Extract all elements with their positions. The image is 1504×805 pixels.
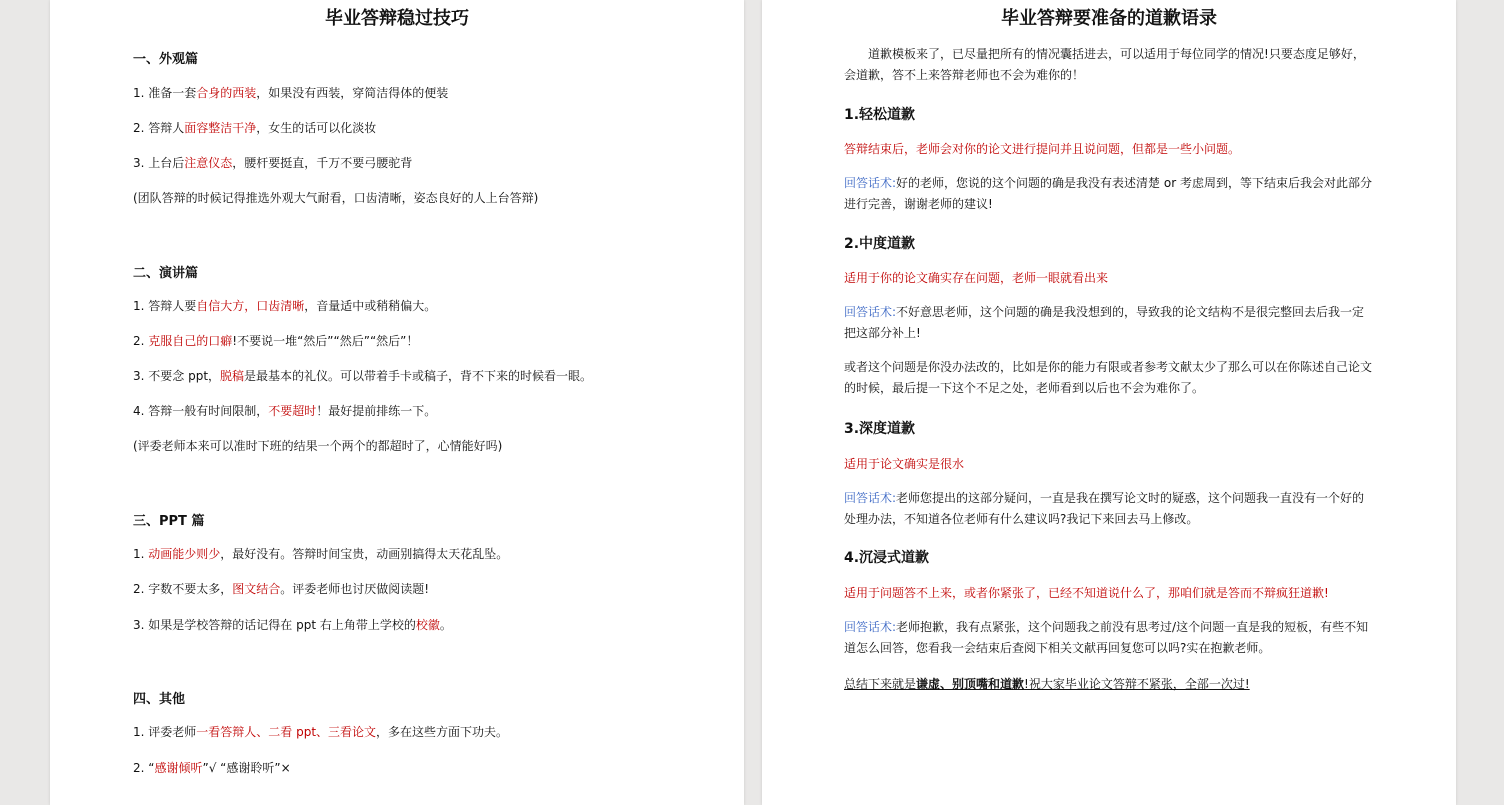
section-heading-medium-apology: 2.中度道歉 — [844, 236, 916, 252]
answer-label: 回答话术: — [844, 620, 897, 634]
intro-paragraph: 道歉模板来了，已尽量把所有的情况囊括进去，可以适用于每位同学的情况!只要态度足够好，会道歉，答不上来答辩老师也不会为难你的！ — [844, 47, 1365, 82]
answer-paragraph: 回答话术:老师抱歉，我有点紧张，这个问题我之前没有思考过/这个问题一直是我的短板，有些不知道怎么回答，您看我一会结束后查阅下相关文献再回复您可以吗?实在抱歉老师。 — [844, 620, 1369, 655]
document-page-right — [762, 0, 1456, 805]
answer-paragraph: 回答话术:老师您提出的这部分疑问，一直是我在撰写论文时的疑惑，这个问题我一直没有一个好的处理办法，不知道各位老师有什么建议吗?我记下来回去马上修改。 — [844, 491, 1365, 526]
section-heading-speech: 二、演讲篇 — [133, 266, 199, 281]
list-item: 1. 准备一套合身的西装，如果没有西装，穿简洁得体的便装 — [133, 86, 449, 100]
list-item: 4. 答辩一般有时间限制，不要超时！最好提前排练一下。 — [133, 404, 437, 418]
answer-label: 回答话术: — [844, 491, 897, 505]
page-title: 毕业答辩稳过技巧 — [325, 8, 469, 29]
condition-text: 答辩结束后，老师会对你的论文进行提问并且说问题，但都是一些小问题。 — [844, 142, 1241, 156]
list-item: 2. 字数不要太多，图文结合。评委老师也讨厌做阅读题! — [133, 582, 430, 596]
list-item: 2. 答辩人面容整洁干净，女生的话可以化淡妆 — [133, 121, 377, 135]
section-heading-immersive-apology: 4.沉浸式道歉 — [844, 550, 930, 566]
list-item: 1. 评委老师一看答辩人、二看 ppt、三看论文，多在这些方面下功夫。 — [133, 725, 509, 739]
list-item: 2. “感谢倾听”√ “感谢聆听”× — [133, 761, 291, 775]
condition-text: 适用于你的论文确实存在问题，老师一眼就看出来 — [844, 271, 1109, 285]
answer-label: 回答话术: — [844, 305, 897, 319]
list-item: 3. 上台后注意仪态，腰杆要挺直，千万不要弓腰驼背 — [133, 156, 413, 170]
condition-text: 适用于论文确实是很水 — [844, 457, 965, 471]
section-heading-deep-apology: 3.深度道歉 — [844, 421, 916, 437]
extra-paragraph: 或者这个问题是你没办法改的，比如是你的能力有限或者参考文献太少了那么可以在你陈述自己论文的时候，最后提一下这个不足之处，老师看到以后也不会为难你了。 — [844, 360, 1373, 395]
section-heading-ppt: 三、PPT 篇 — [133, 514, 205, 529]
list-item: 2. 克服自己的口癖!不要说一堆“然后”“然后”“然后”！ — [133, 334, 419, 348]
list-item: 3. 不要念 ppt，脱稿是最基本的礼仪。可以带着手卡或稿子，背不下来的时候看一眼。 — [133, 369, 593, 383]
list-item: 1. 动画能少则少，最好没有。答辩时间宝贵，动画别搞得太天花乱坠。 — [133, 547, 509, 561]
summary-text: 总结下来就是谦虚、别顶嘴和道歉!祝大家毕业论文答辩不紧张，全部一次过! — [844, 677, 1250, 691]
section-heading-appearance: 一、外观篇 — [133, 52, 199, 67]
condition-text: 适用于问题答不上来，或者你紧张了，已经不知道说什么了，那咱们就是答而不辩疯狂道歉! — [844, 586, 1329, 600]
document-page-left — [50, 0, 744, 805]
list-item: 1. 答辩人要自信大方，口齿清晰，音量适中或稍稍偏大。 — [133, 299, 437, 313]
list-item: 3. 如果是学校答辩的话记得在 ppt 右上角带上学校的校徽。 — [133, 618, 452, 632]
note-text: (评委老师本来可以准时下班的结果一个两个的都超时了，心情能好吗) — [133, 439, 503, 453]
section-heading-other: 四、其他 — [133, 692, 186, 707]
answer-paragraph: 回答话术:不好意思老师，这个问题的确是我没想到的，导致我的论文结构不是很完整回去后我一定把这部分补上! — [844, 305, 1365, 340]
section-heading-light-apology: 1.轻松道歉 — [844, 107, 916, 123]
answer-paragraph: 回答话术:好的老师，您说的这个问题的确是我没有表述清楚 or 考虑周到，等下结束后我会对此部分进行完善，谢谢老师的建议! — [844, 176, 1372, 211]
note-text: (团队答辩的时候记得推选外观大气耐看，口齿清晰，姿态良好的人上台答辩) — [133, 191, 539, 205]
page-title: 毕业答辩要准备的道歉语录 — [1001, 8, 1217, 29]
answer-label: 回答话术: — [844, 176, 897, 190]
